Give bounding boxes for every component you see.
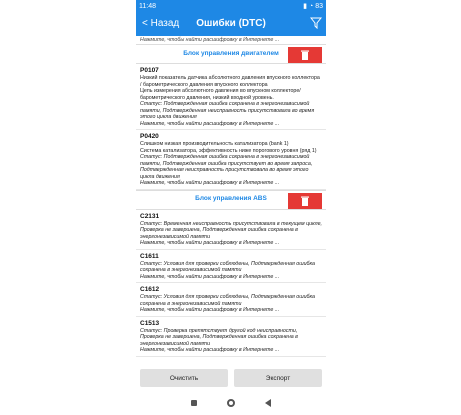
dtc-description: Низкий показатель датчика абсолютного давления впускного коллектора / барометрического давления впускного коллектора <box>140 75 320 88</box>
dtc-status: Статус: Проверка препятствует другой код неисправности, Проверка не завершена, Подтвержденная ошибка сохранена в энергонезависимой памяти <box>140 327 298 347</box>
dtc-status: Статус: Подтвержденная ошибка сохранена в энергонезависимой памяти, Подтвержденная ошибка присутствует во время запроса, Подтвержденная неисправность присутствовала во время этого цикла движения <box>140 154 313 180</box>
trash-icon <box>301 50 309 60</box>
search-online-link[interactable]: Нажмите, чтобы найти расшифровку в Интернете ... <box>140 180 280 186</box>
dtc-item[interactable] <box>136 64 326 130</box>
page-title: Ошибки (DTC) <box>196 18 266 29</box>
dtc-status: Статус: Условия для проверки соблюдены, Подтвержденная ошибка сохранена в энергонезависимой памяти <box>140 294 315 307</box>
app-bar <box>136 12 326 36</box>
dtc-item[interactable] <box>136 250 326 284</box>
dtc-code: C2131 <box>140 212 160 220</box>
section-header <box>136 190 326 210</box>
dtc-code: C1513 <box>140 319 160 327</box>
section-title: Блок управления ABS <box>195 195 267 203</box>
dtc-status: Статус: Подтвержденная ошибка сохранена в энергонезависимой памяти, Подтвержденная неисправность присутствовала во время этого цикла движения <box>140 101 315 120</box>
dtc-status: Статус: Временная неисправность присутствовала в текущем цикле, Проверка не завершена, Подтвержденная ошибка сохранена в энергонезависимой памяти <box>140 220 322 240</box>
search-online-link[interactable]: Нажмите, чтобы найти расшифровку в Интернете ... <box>140 240 280 246</box>
system-nav-bar <box>136 391 326 415</box>
status-icons <box>303 2 323 10</box>
export-button[interactable]: Экспорт <box>234 369 322 387</box>
recents-icon[interactable] <box>191 400 197 406</box>
trash-icon <box>301 196 309 206</box>
dtc-description: Слишком низкая производительность катализатора (bank 1) <box>140 141 289 147</box>
wifi-icon: ◔ <box>308 2 314 10</box>
signal-icon: ▮ <box>303 3 307 10</box>
search-online-link[interactable]: Нажмите, чтобы найти расшифровку в Интернете ... <box>140 347 280 353</box>
dtc-status: Статус: Условия для проверки соблюдены, Подтвержденная ошибка сохранена в энергонезависимой памяти <box>140 260 315 273</box>
search-online-link[interactable]: Нажмите, чтобы найти расшифровку в Интернете ... <box>140 120 280 127</box>
delete-button[interactable] <box>288 47 322 63</box>
back-button[interactable]: < Назад <box>142 18 180 29</box>
dtc-item[interactable] <box>136 283 326 317</box>
dtc-list <box>136 36 326 361</box>
dtc-code: C1612 <box>140 286 160 293</box>
section-header <box>136 44 326 64</box>
search-online-link[interactable]: Нажмите, чтобы найти расшифровку в Интернете ... <box>140 307 280 313</box>
dtc-code: C1611 <box>140 252 159 260</box>
dtc-item[interactable] <box>136 130 326 190</box>
home-icon[interactable] <box>227 399 235 407</box>
status-time: 11:48 <box>139 2 156 10</box>
dtc-code: P0420 <box>140 133 159 140</box>
delete-button[interactable] <box>288 193 322 209</box>
dtc-code: P0107 <box>140 67 159 74</box>
search-online-link[interactable]: Нажмите, чтобы найти расшифровку в Интернете ... <box>140 273 280 280</box>
dtc-description: Система катализатора, эффективность ниже порогового уровня (ряд 1) <box>140 147 317 154</box>
battery-level: 83 <box>315 2 323 10</box>
sections-container <box>136 44 326 357</box>
dtc-item[interactable] <box>136 317 326 357</box>
phone-screen <box>136 0 326 415</box>
bottom-bar <box>136 365 326 391</box>
status-bar <box>136 0 326 12</box>
filter-icon[interactable] <box>310 17 322 29</box>
dtc-item[interactable] <box>136 210 326 250</box>
section-title: Блок управления двигателем <box>183 49 279 57</box>
clear-button[interactable]: Очистить <box>140 369 228 387</box>
partial-action-text[interactable]: Нажмите, чтобы найти расшифровку в Интернете ... <box>140 37 280 43</box>
dtc-description: Цепь измерения абсолютного давления во впускном коллекторе/ барометрического давления, низкий входной уровень. <box>140 88 301 101</box>
back-nav-icon[interactable] <box>265 399 271 407</box>
